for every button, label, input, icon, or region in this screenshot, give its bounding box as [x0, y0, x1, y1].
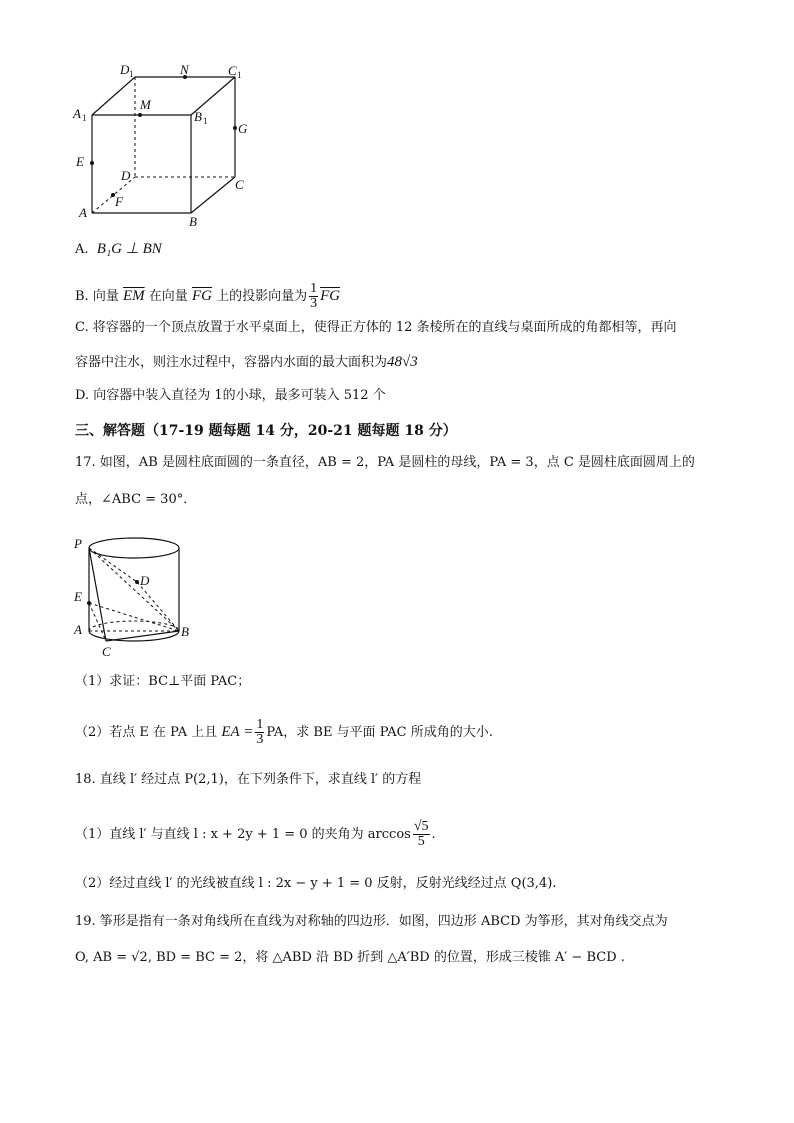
label-n: N: [180, 62, 189, 77]
option-d: D. 向容器中装入直径为 1的小球，最多可装入 512 个: [75, 388, 386, 403]
label-f: F: [115, 194, 123, 209]
option-c-line1: C. 将容器的一个顶点放置于水平桌面上，使得正方体的 12 条棱所在的直线与桌面所成的角都相等，再向: [75, 320, 677, 335]
q18-part2: （2）经过直线 l′ 的光线被直线 l : 2x − y + 1 = 0 反射，反射光线经过点 Q(3,4).: [75, 876, 557, 891]
label-c: C: [102, 644, 111, 659]
label-a: A: [79, 205, 87, 220]
section-3-heading: 三、解答题（17-19 题每题 14 分，20-21 题每题 18 分）: [75, 423, 457, 439]
q17-line2: 点，∠ABC = 30°．: [75, 492, 197, 507]
label-e: E: [76, 154, 84, 169]
q18-line1: 18. 直线 l′ 经过点 P(2,1)，在下列条件下，求直线 l′ 的方程: [75, 772, 422, 787]
label-c: C: [235, 177, 244, 192]
q17-part2: （2）若点 E 在 PA 上且 EA = $\frac{1}{3}$ PA，求 BE 与平面 PAC 所成角的大小.: [75, 717, 493, 747]
label-b: B: [189, 214, 197, 228]
option-c-line2: 容器中注水，则注水过程中，容器内水面的最大面积为48√3: [75, 354, 418, 370]
svg-text:1: 1: [129, 69, 134, 79]
q19-line2: O, AB = √2, BD = BC = 2，将 △ABD 沿 BD 折到 △A′BD 的位置，形成三棱锥 A′ − BCD .: [75, 950, 625, 965]
point-g: [233, 126, 237, 130]
label-b1: B: [194, 109, 202, 124]
svg-text:1: 1: [237, 70, 242, 80]
cube-figure: [70, 58, 270, 228]
q19-line1: 19. 筝形是指有一条对角线所在直线为对称轴的四边形．如图，四边形 ABCD 为筝形，其对角线交点为: [75, 914, 668, 929]
option-b: B. 向量 $\overline{EM}$ 在向量 $\overline{FG}$ 上的投影向量为 $\frac{1}{3}$ $\overline{FG}$: [75, 281, 341, 311]
label-c1: C: [228, 63, 237, 78]
svg-text:1: 1: [203, 116, 208, 126]
cylinder-figure: [70, 532, 210, 662]
label-e: E: [74, 589, 82, 604]
q17-line1: 17. 如图，AB 是圆柱底面圆的一条直径，AB = 2，PA 是圆柱的母线，PA = 3，点 C 是圆柱底面圆周上的: [75, 455, 695, 470]
label-d1: D: [120, 62, 130, 77]
label-a1: A: [73, 106, 81, 121]
svg-text:1: 1: [82, 113, 87, 123]
point-e: [90, 161, 94, 165]
label-a: A: [74, 622, 82, 637]
label-d: D: [140, 573, 150, 588]
point-m: [138, 113, 142, 117]
label-b: B: [181, 624, 189, 639]
option-a: A. B₁G ⊥ BN: [75, 241, 162, 257]
label-g: G: [238, 121, 248, 136]
label-d: D: [121, 168, 131, 183]
label-m: M: [140, 97, 151, 112]
q17-part1: （1）求证：BC⊥平面 PAC；: [75, 674, 251, 689]
q18-part1: （1）直线 l′ 与直线 l : x + 2y + 1 = 0 的夹角为 arccos $\frac{√5}{5}$ .: [75, 819, 436, 849]
label-p: P: [74, 536, 82, 551]
